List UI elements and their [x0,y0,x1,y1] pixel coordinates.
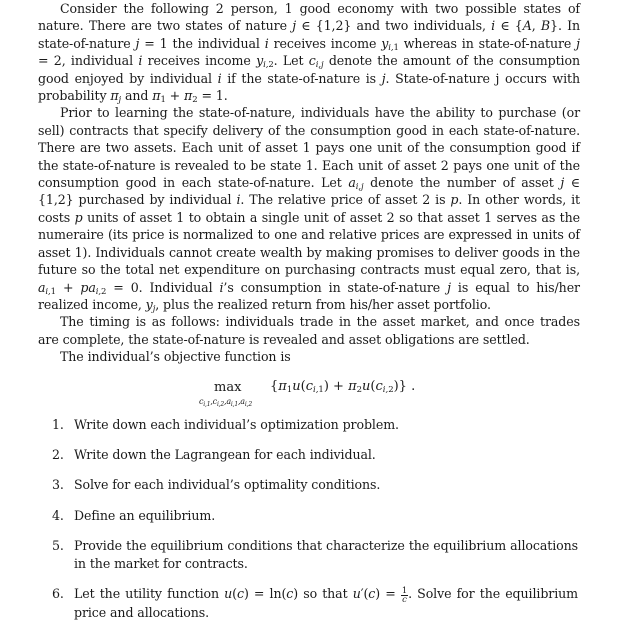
max-operator: max [214,379,242,395]
text-run: if the state-of-nature is [221,70,382,86]
paragraph-timing: The timing is as follows: individuals trade in the asset market, and once trades are complete, the state-of-nature is revealed and asset obligations are settled. [38,314,580,347]
text-run: receives income [142,53,257,69]
question-number: 2. [52,446,64,462]
text-run: is equal to his/her realized income, [38,279,580,312]
question-item [38,507,580,524]
text-run: receives income [268,35,382,51]
question-item [38,537,580,572]
text-run: Prior to learning the state-of-nature, individuals have the ability to purchase (or sell) contracts that specify delivery of the consumption good in each state-of-nature. There are two assets. Each unit of asset 1 pays one unit of the consumption good if the state-of-nature is revealed to be state 1. Each unit of asset 2 pays one unit of the consumption good in each state-of-nature. Let [38,105,580,191]
question-text: Define an equilibrium. [74,507,216,523]
question-item [38,416,580,433]
text-run: whereas in state-of-nature [398,35,577,51]
question-text: Solve for each individual’s optimality conditions. [74,477,381,493]
text-run: . State-of-nature j occurs with probability [38,70,580,104]
text-run: and two individuals, [351,18,492,34]
text-run: . Individual [138,279,220,295]
question-number: 3. [52,477,64,493]
text-run: denote the number of asset [363,175,561,191]
text-run: denote the amount of the consumption good enjoyed by individual [38,53,580,86]
question-item [38,446,580,463]
question-number: 4. [52,507,64,523]
text-run: ’s consumption in state-of-nature [223,279,448,295]
text-run: , individual [61,53,139,69]
question-number: 5. [52,538,64,554]
question-list [38,416,580,622]
question-text: Provide the equilibrium conditions that characterize the equilibrium allocations in the market for contracts. [74,538,578,571]
text-run: units of asset 1 to obtain a single unit of asset 2 so that asset 1 serves as the numeraire (its price is normalized to one and relative prices are expressed in units of asset 1). Individuals cannot create wealth by making promises to deliver goods in the future so the total net expenditure on purchasing contracts must equal zero, that is, [38,209,581,278]
paragraph-assets: Prior to learning the state-of-nature, individuals have the ability to purchase (or sell) contracts that specify delivery of the consumption good in each state-of-nature. There are two assets. Each unit of asset 1 pays one unit of the consumption good if the state-of-nature is revealed to be state 1. Each unit of asset 2 pays one unit of the consumption good in each state-of-nature. Let $a_{i,j}$ denote the number of asset j ∈ {1,2} purchased by individual i. The relative price of asset 2 is p. In other words, it costs p units of asset 1 to obtain a single unit of asset 2 so that asset 1 serves as the numeraire (its price is normalized to one and relative prices are expressed in units of asset 1). Individuals cannot create wealth by making promises to deliver goods in the future so the total net expenditure on purchasing contracts must equal zero, that is, $a_{i,1} + pa_{i,2} = 0$. Individual i’s consumption in state-of-nature j is equal to his/her realized income, $y_j$, plus the realized return from his/her asset portfolio. [38,105,581,314]
paragraph-setup: Consider the following 2 person, 1 good economy with two possible states of nature. There are two states of nature j ∈ {1,2} and two individuals, i ∈ {A, B}. In state-of-nature j = 1 the individual i receives income $y_{i,1}$ whereas in state-of-nature j = 2, individual i receives income $y_{i,2}$. Let $c_{i,j}$ denote the amount of the consumption good enjoyed by individual i if the state-of-nature is j. State-of-nature j occurs with probability $\pi_j$ and $\pi_1 + \pi_2 = 1$. [38,1,580,106]
question-item [38,476,580,493]
text-run: . The relative price of asset 2 is [240,192,451,208]
text-run: so that [298,585,353,601]
question-text: Write down each individual’s optimization problem. [74,416,399,432]
text-run: , plus the realized return from his/her asset portfolio. [155,296,491,312]
fraction: $\frac{1}{c}$ [401,585,408,605]
text-run: . Solve for the equilibrium price and allocations. [74,585,578,620]
paragraph-objective: The individual’s objective function is [60,349,291,365]
question-item [38,585,580,621]
text-run: Consider the following 2 person, 1 good economy with two possible states of nature. There are two states of nature [38,1,580,34]
question-text: Write down the Lagrangean for each individual. [74,446,376,462]
text-run: . In state-of-nature [38,18,580,51]
max-subscript: $c_{i,1},c_{i,2},a_{i,1},a_{i,2}$ [199,396,252,408]
document-page [38,0,580,621]
text-run: and [121,88,153,104]
question-number: 1. [52,416,64,432]
text-run: . In other words, it costs [38,192,580,225]
objective-equation [38,366,580,410]
text-run: . Let [273,53,309,69]
text-run: purchased by individual [73,192,237,208]
text-run: the individual [167,35,265,51]
text-run: Let the utility function [74,585,225,601]
question-number: 6. [52,585,64,601]
objective-expression: $\{\pi_1u(c_{i,1}) + \pi_2u(c_{i,2})\}$ . [270,378,416,395]
question-text: Let the utility function u(c) = ln(c) so that u′(c) = $\frac{1}{c}$ . Solve for the equilibrium price and allocations. [74,585,578,620]
